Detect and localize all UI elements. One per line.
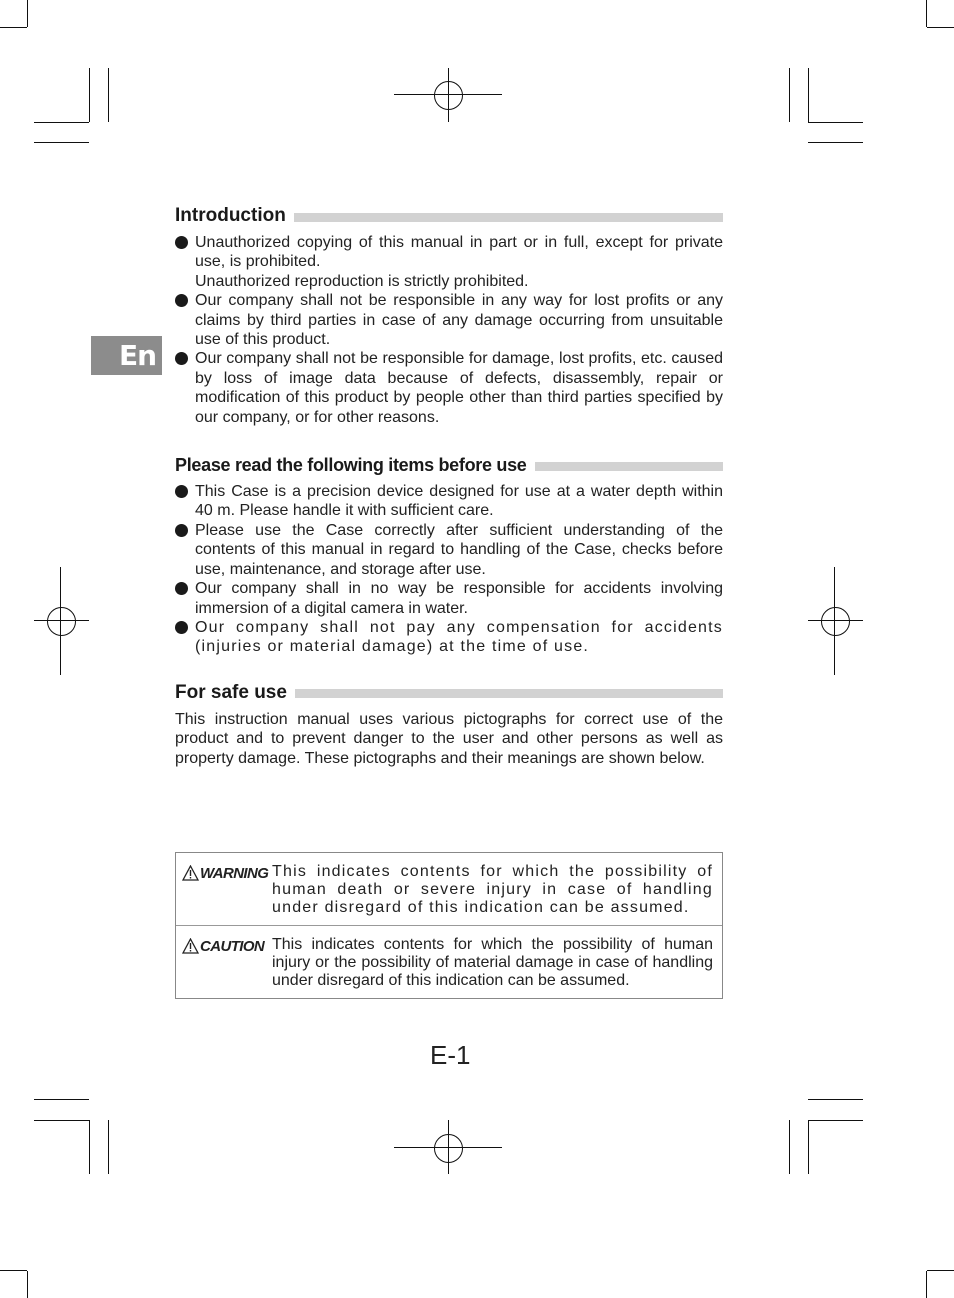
list-item-text: Our company shall in no way be responsible for accidents involving immersion of a digital camera in water. bbox=[195, 580, 723, 617]
heading-bar bbox=[294, 213, 723, 222]
heading-bar bbox=[295, 689, 723, 698]
list-item-text: Please use the Case correctly after sufficient understanding of the contents of this manual in regard to handling of the Case, checks before use, maintenance, and storage after use. bbox=[195, 521, 723, 578]
section-heading-safe-use bbox=[175, 681, 723, 705]
signal-word-table bbox=[175, 852, 723, 999]
please-read-list bbox=[175, 482, 723, 657]
caution-label bbox=[182, 936, 272, 990]
list-item bbox=[175, 233, 723, 291]
list-item-text: Our company shall not pay any compensation for accidents (injuries or material damage) at the time of use. bbox=[195, 618, 723, 656]
introduction-list bbox=[175, 233, 723, 427]
warning-label bbox=[182, 863, 272, 917]
section-heading-please-read bbox=[175, 453, 723, 477]
list-item bbox=[175, 579, 723, 618]
heading-bar bbox=[535, 462, 723, 471]
list-item bbox=[175, 521, 723, 579]
safe-use-paragraph: This instruction manual uses various pictographs for correct use of the product and to prevent danger to the user and other persons as well as property damage. These pictographs and their meanings are shown below. bbox=[175, 710, 723, 767]
language-tab: En bbox=[91, 336, 162, 375]
bullet-dot-icon bbox=[175, 352, 188, 365]
list-item-subtext: Unauthorized reproduction is strictly prohibited. bbox=[195, 272, 529, 290]
list-item bbox=[175, 349, 723, 427]
main-content bbox=[175, 204, 723, 768]
table-row bbox=[176, 925, 722, 998]
warning-triangle-icon bbox=[182, 938, 199, 954]
bullet-dot-icon bbox=[175, 485, 188, 498]
list-item-text: Unauthorized copying of this manual in part or in full, except for private use, is prohibited. bbox=[195, 234, 723, 271]
bullet-dot-icon bbox=[175, 582, 188, 595]
section-heading-introduction bbox=[175, 204, 723, 228]
warning-label-text: WARNING bbox=[200, 865, 269, 882]
table-row bbox=[176, 853, 722, 925]
list-item-text: This Case is a precision device designed for use at a water depth within 40 m. Please handle it with sufficient care. bbox=[195, 483, 723, 520]
warning-description: This indicates contents for which the possibility of human death or severe injury in case of handling under disregard of this indication can be assumed. bbox=[272, 863, 713, 916]
bullet-dot-icon bbox=[175, 524, 188, 537]
heading-text: Please read the following items before use bbox=[175, 454, 527, 475]
list-item bbox=[175, 618, 723, 657]
caution-description: This indicates contents for which the possibility of human injury or the possibility of material damage in case of handling under disregard of this indication can be assumed. bbox=[272, 936, 713, 989]
page-number: E-1 bbox=[430, 1040, 471, 1070]
heading-text: Introduction bbox=[175, 205, 286, 226]
list-item bbox=[175, 291, 723, 349]
bullet-dot-icon bbox=[175, 236, 188, 249]
list-item bbox=[175, 482, 723, 521]
warning-triangle-icon bbox=[182, 865, 199, 881]
caution-label-text: CAUTION bbox=[200, 938, 265, 955]
bullet-dot-icon bbox=[175, 621, 188, 634]
list-item-text: Our company shall not be responsible in any way for lost profits or any claims by third parties in case of any damage occurring from unsuitable use of this product. bbox=[195, 292, 723, 349]
list-item-text: Our company shall not be responsible for damage, lost profits, etc. caused by loss of image data because of defects, disassembly, repair or modification of this product by people other than third parties specified by our company, or for other reasons. bbox=[195, 350, 723, 426]
heading-text: For safe use bbox=[175, 681, 287, 703]
bullet-dot-icon bbox=[175, 294, 188, 307]
